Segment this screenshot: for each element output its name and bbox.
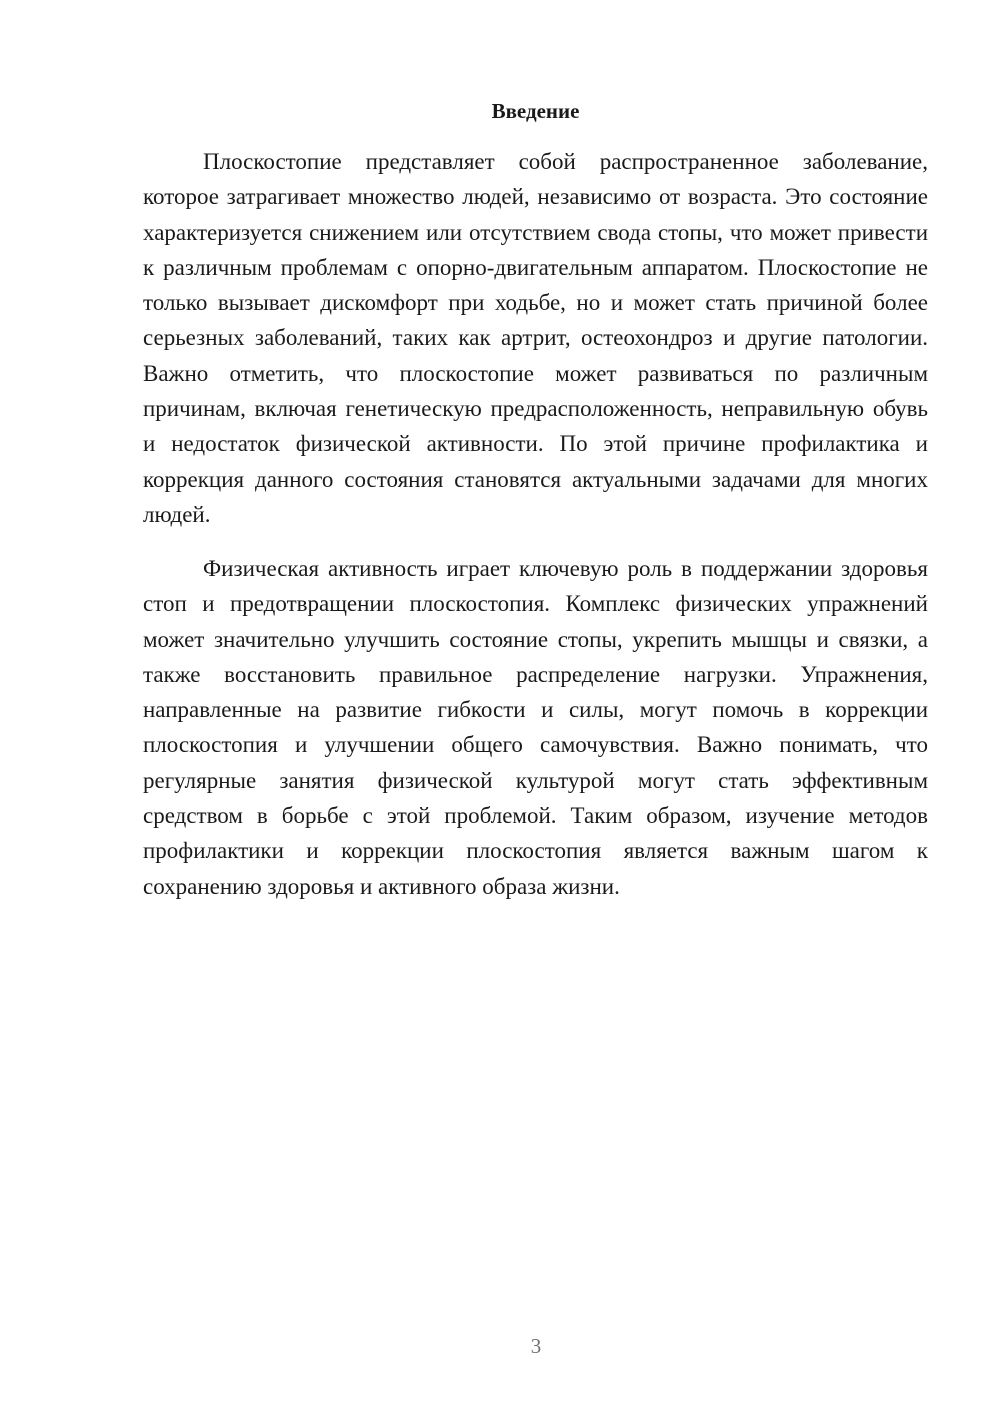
paragraph-1: Плоскостопие представляет собой распространенное заболевание, которое затрагивает множество людей, независимо от возраста. Это состояние характеризуется снижением или отсутствием свода стопы, что может привести к различным проблемам с опорно-двигательным аппаратом. Плоскостопие не только вызывает дискомфорт при ходьбе, но и может стать причиной более серьезных заболеваний, таких как артрит, остеохондроз и другие патологии. Важно отметить, что плоскостопие может развиваться по различным причинам, включая генетическую предрасположенность, неправильную обувь и недостаток физической активности. По этой причине профилактика и коррекция данного состояния становятся актуальными задачами для многих людей.: [143, 149, 928, 527]
paragraph-2: Физическая активность играет ключевую роль в поддержании здоровья стоп и предотвращении плоскостопия. Комплекс физических упражнений может значительно улучшить состояние стопы, укрепить мышцы и связки, а также восстановить правильное распределение нагрузки. Упражнения, направленные на развитие гибкости и силы, могут помочь в коррекции плоскостопия и улучшении общего самочувствия. Важно понимать, что регулярные занятия физической культурой могут стать эффективным средством в борьбе с этой проблемой. Таким образом, изучение методов профилактики и коррекции плоскостопия является важным шагом к сохранению здоровья и активного образа жизни.: [143, 556, 928, 899]
section-heading: Введение: [491, 99, 580, 123]
page-number: 3: [530, 1334, 542, 1358]
